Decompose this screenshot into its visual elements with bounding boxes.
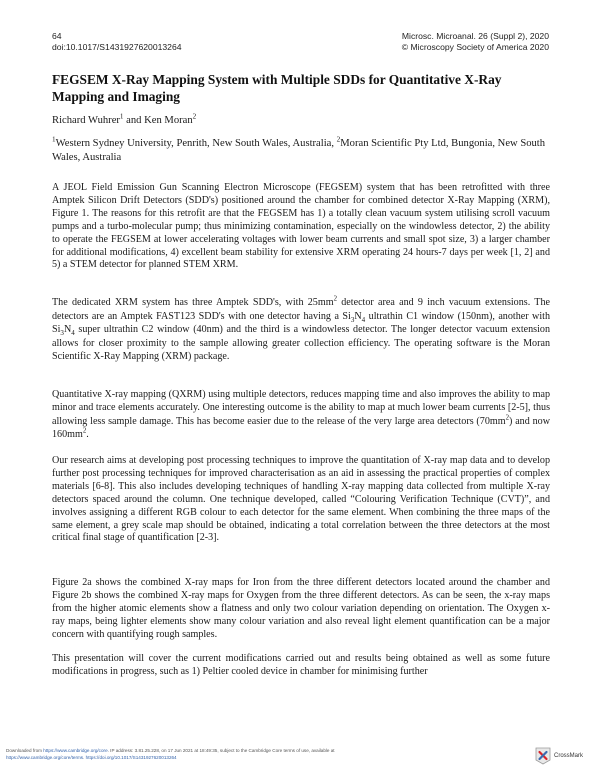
body-paragraph (52, 296, 550, 364)
body-paragraph: Figure 2a shows the combined X-ray maps for Iron from the three different detectors located around the chamber and Figure 2b shows the combined X-ray maps for Oxygen from the three different detectors. As can be seen, the x-ray maps from the higher atomic elements show a flatness and only two colour variation depending on orientation. The Oxygen x-ray maps, being lighter elements show many colour variation and also reveal light element quantification can be a major concern with quantifying rough samples. (52, 577, 550, 640)
author-affiliation-mark: 1 (119, 112, 124, 121)
affiliation-text: Western Sydney University, Penrith, New South Wales, Australia, (55, 138, 337, 149)
footer-text: . (83, 755, 86, 760)
crossmark-icon (535, 747, 551, 765)
crossmark-label: CrossMark (554, 753, 584, 759)
page-header-left (52, 31, 182, 53)
download-footer (6, 747, 526, 761)
crossmark-badge[interactable] (535, 746, 587, 766)
affiliations (52, 137, 552, 164)
body-paragraph: A JEOL Field Emission Gun Scanning Electron Microscope (FEGSEM) system that has been retrofitted with three Amptek Silicon Drift Detectors (SDD's) positioned around the chamber for combined detector X-Ray Mapping (XRM), Figure 1. The reasons for this retrofit are that the FEGSEM has 1) a totally clean vacuum system utilising scroll vacuum pumps and a turbo-molecular pump; thus minimizing contamination, especially on the windowless detector, 2) the ability to operate the FEGSEM at lower accelerating voltages with lower beam currents and small spot size, 3) a larger chamber for additional modifications, 4) excellent beam stability for extensive XRM operating 24 hours-7 days per week [1, 2] and 5) a STEM detector for planned STEM XRM. (52, 182, 550, 271)
author-name: Richard Wuhrer (52, 115, 120, 126)
superscript: 2 (82, 427, 87, 435)
affiliation-mark: 2 (336, 135, 341, 144)
text-run: N (354, 310, 362, 322)
affiliation-mark: 1 (52, 135, 56, 144)
footer-text: Downloaded from (6, 748, 44, 753)
author-affiliation-mark: 2 (192, 112, 197, 121)
copyright: © Microscopy Society of America 2020 (401, 42, 549, 52)
text-run: detector area and 9 inch vacuum extensions. The detectors are an Amptek FAST123 SDD's with one detector having a Si (52, 297, 551, 322)
journal-citation: Microsc. Microanal. 26 (Suppl 2), 2020 (401, 31, 549, 41)
body-paragraph: Our research aims at developing post processing techniques to improve the quantitation of X-ray map data and to develop further post processing techniques for improved characterisation as an aid in assessing the practical properties of complex materials [6-8]. This also includes developing techniques of handling X-ray mapping data collected from multiple X-ray detectors spaced around the column. One technique developed, called “Colouring Verification Technique (CVT)”, and involves assigning a different RGB colour to each detector for the same element. When combining the three maps of the same element, a grey scale map should be obtained, indicating a total correlation between the three detectors at the most critical final stage of quantification [2-3]. (52, 455, 550, 544)
superscript: 2 (505, 414, 510, 422)
body-paragraph: This presentation will cover the current modifications carried out and results being obtained as well as some future modifications in progress, such as 1) Peltier cooled device in chamber for minimising further (52, 653, 550, 677)
doi-link[interactable]: https://doi.org/10.1017/S1431927620013264 (85, 755, 177, 760)
page-number: 64 (52, 31, 62, 41)
text-run: super ultrathin C2 window (40nm) and the third is a windowless detector. The longer detector vacuum extension allows for closer proximity to the sample allowing greater collection efficiency. The operating software is the Moran Scientific X-Ray Mapping (XRM) package. (52, 324, 550, 362)
footer-line (6, 747, 526, 754)
subscript: 3 (60, 329, 64, 338)
page-header-right (402, 31, 549, 53)
text-run: N (63, 324, 72, 335)
subscript: 4 (361, 315, 366, 324)
doi: doi:10.1017/S1431927620013264 (52, 42, 182, 52)
affiliation-text: Moran Scientific Pty Ltd, Bungonia, New South Wales, Australia (52, 138, 546, 163)
text-run: ultrathin C1 window (150nm), another with Si (52, 310, 551, 335)
author-name: Ken Moran (144, 115, 193, 126)
text-run: The dedicated XRM system has three Amptek SDD's, with 25mm (52, 297, 334, 308)
subscript: 4 (71, 329, 75, 338)
terms-link[interactable]: https://www.cambridge.org/core/terms (6, 755, 84, 760)
cambridge-core-link[interactable]: https://www.cambridge.org/core (43, 748, 108, 753)
text-run: ) and now 160mm (52, 415, 550, 441)
subscript: 3 (350, 315, 355, 324)
article-title: FEGSEM X-Ray Mapping System with Multiple SDDs for Quantitative X-Ray Mapping and Imaging (52, 72, 502, 104)
body-paragraph (52, 388, 550, 442)
author-list (52, 114, 196, 127)
text-run: Quantitative X-ray mapping (QXRM) using multiple detectors, reduces mapping time and also improves the ability to map minor and trace elements accurately. One interesting outcome is the ability to map at much lower beam currents [2-5], thus allowing less sample damage. This has become easier due to the release of the very large area detectors (70mm (52, 389, 550, 427)
superscript: 2 (333, 295, 337, 303)
footer-text: . IP address: 3.81.25.228, on 17 Jun 2021 at 18:49:35, subject to the Cambridge Core terms of use, available at (107, 748, 335, 753)
footer-line (6, 754, 526, 761)
text-run: . (86, 429, 89, 441)
author-connector: and (123, 115, 145, 126)
